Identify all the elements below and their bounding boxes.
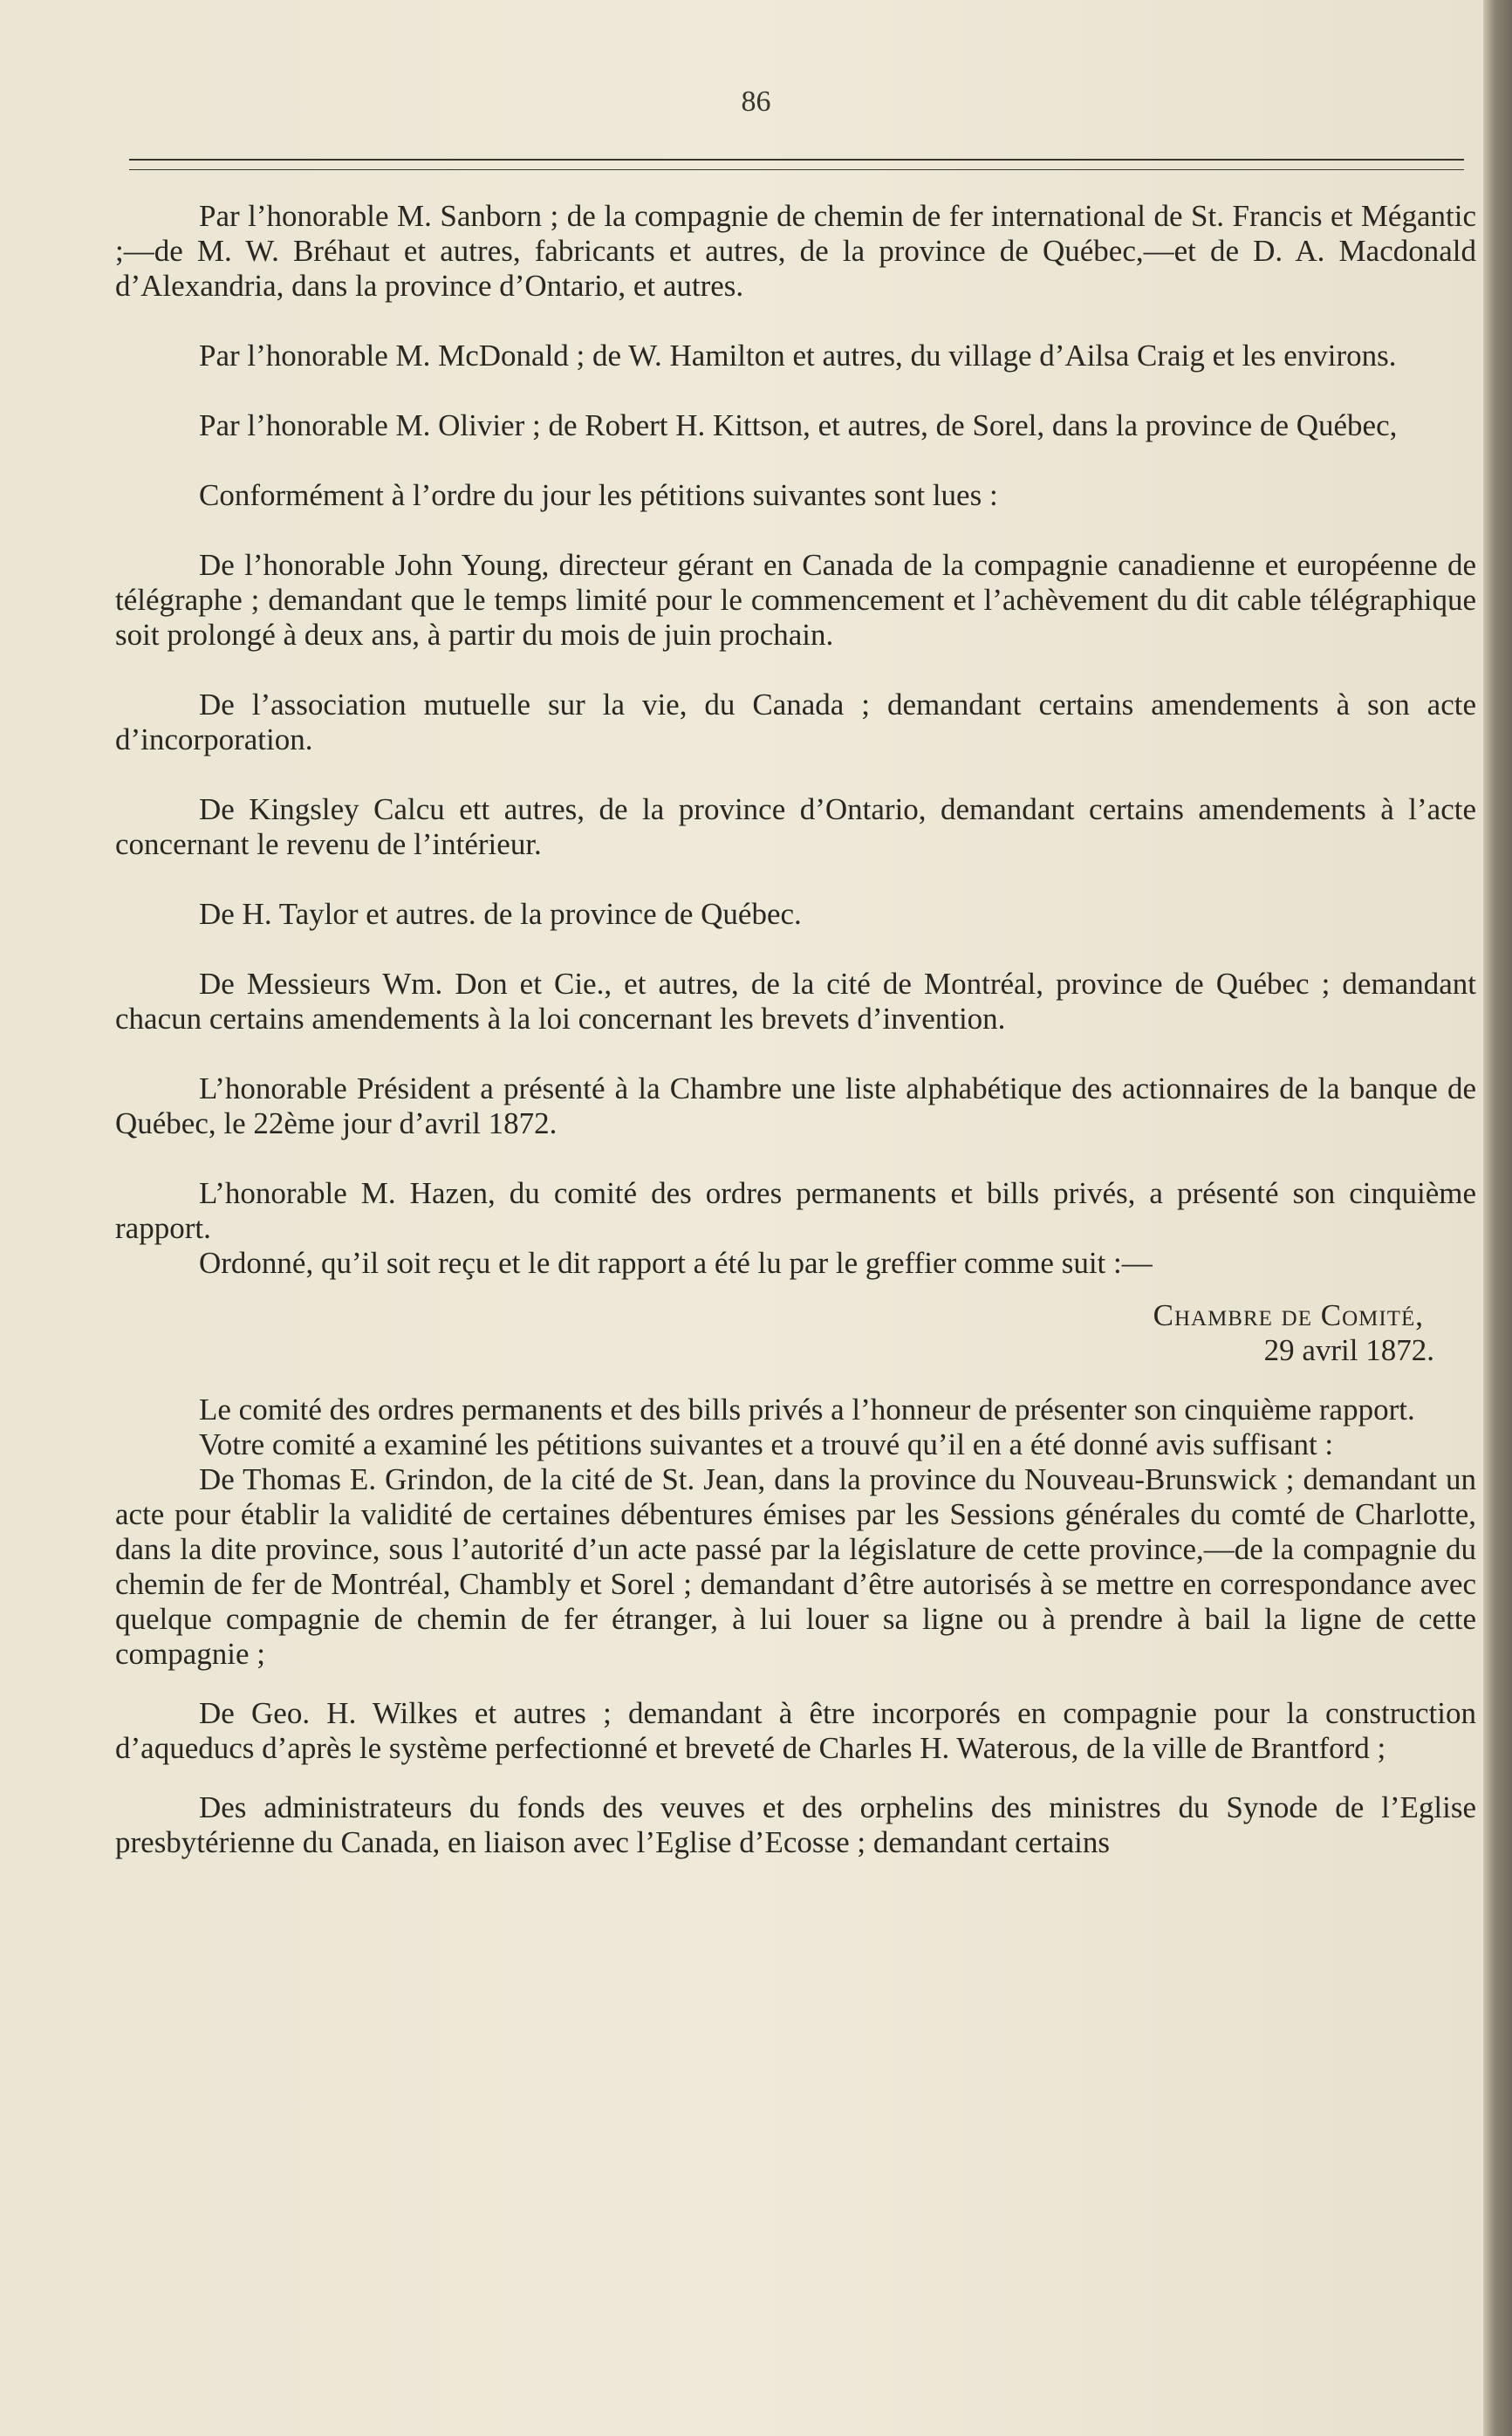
committee-heading: Chambre de Comité, xyxy=(1153,1298,1424,1332)
document-body xyxy=(115,199,1476,1860)
report-paragraph: Des administrateurs du fonds des veuves et des orphelins des ministres du Synode de l’Eglise presbytérienne du Canada, en liaison avec l’Eglise d’Ecosse ; demandant certains xyxy=(115,1790,1476,1859)
report-paragraph: Le comité des ordres permanents et des bills privés a l’honneur de présenter son cinquième rapport. xyxy=(199,1392,1415,1427)
report-paragraph: De Thomas E. Grindon, de la cité de St. Jean, dans la province du Nouveau-Brunswick ; demandant un acte pour établir la validité de certaines débentures émises par les Sessions générales du comté de Charlotte, dans la dite province, sous l’autorité d’un acte passé par la législature de cette province,—de la compagnie du chemin de fer de Montréal, Chambly et Sorel ; demandant d’être autorisés à se mettre en correspondance avec quelque compagnie de chemin de fer étranger, à lui louer sa ligne ou à prendre à bail la ligne de cette compagnie ; xyxy=(115,1462,1476,1671)
petition-paragraph: De Messieurs Wm. Don et Cie., et autres, de la cité de Montréal, province de Québec ; demandant chacun certains amendements à la loi concernant les brevets d’invention. xyxy=(115,967,1476,1036)
report-paragraph: De Geo. H. Wilkes et autres ; demandant à être incorporés en compagnie pour la construction d’aqueducs d’après le système perfectionné et breveté de Charles H. Waterous, de la ville de Brantford ; xyxy=(115,1696,1476,1765)
petition-paragraph: Par l’honorable M. McDonald ; de W. Hamilton et autres, du village d’Ailsa Craig et les environs. xyxy=(199,339,1397,373)
petition-paragraph: Par l’honorable M. Sanborn ; de la compagnie de chemin de fer international de St. Francis et Mégantic ;—de M. W. Bréhaut et autres, fabricants et autres, de la province de Québec,—et de D. A. Macdonald d’Alexandria, dans la province d’Ontario, et autres. xyxy=(115,199,1476,303)
petition-paragraph: De H. Taylor et autres. de la province de Québec. xyxy=(199,897,802,931)
page-number: 86 xyxy=(741,86,771,118)
petition-paragraph: De l’honorable John Young, directeur gérant en Canada de la compagnie canadienne et européenne de télégraphe ; demandant que le temps limité pour le commencement et l’achèvement du dit cable télégraphique soit prolongé à deux ans, à partir du mois de juin prochain. xyxy=(115,548,1476,652)
report-intro: L’honorable M. Hazen, du comité des ordres permanents et bills privés, a présenté son cinquième rapport. xyxy=(115,1176,1476,1245)
header-rule-thin xyxy=(129,169,1464,170)
report-paragraph: Votre comité a examiné les pétitions suivantes et a trouvé qu’il en a été donné avis suffisant : xyxy=(199,1427,1334,1461)
page-edge xyxy=(1483,0,1512,2436)
petition-paragraph: De l’association mutuelle sur la vie, du Canada ; demandant certains amendements à son acte d’incorporation. xyxy=(115,688,1476,756)
ordered-line: Ordonné, qu’il soit reçu et le dit rapport a été lu par le greffier comme suit :— xyxy=(199,1246,1153,1280)
section-heading: Conformément à l’ordre du jour les pétitions suivantes sont lues : xyxy=(199,478,998,512)
petition-paragraph: Par l’honorable M. Olivier ; de Robert H. Kittson, et autres, de Sorel, dans la province de Québec, xyxy=(199,408,1398,442)
header-rule xyxy=(129,159,1464,161)
committee-date: 29 avril 1872. xyxy=(1263,1333,1434,1367)
petition-paragraph: De Kingsley Calcu ett autres, de la province d’Ontario, demandant certains amendements à l’acte concernant le revenu de l’intérieur. xyxy=(115,792,1476,861)
petition-paragraph: L’honorable Président a présenté à la Chambre une liste alphabétique des actionnaires de la banque de Québec, le 22ème jour d’avril 1872. xyxy=(115,1071,1476,1140)
